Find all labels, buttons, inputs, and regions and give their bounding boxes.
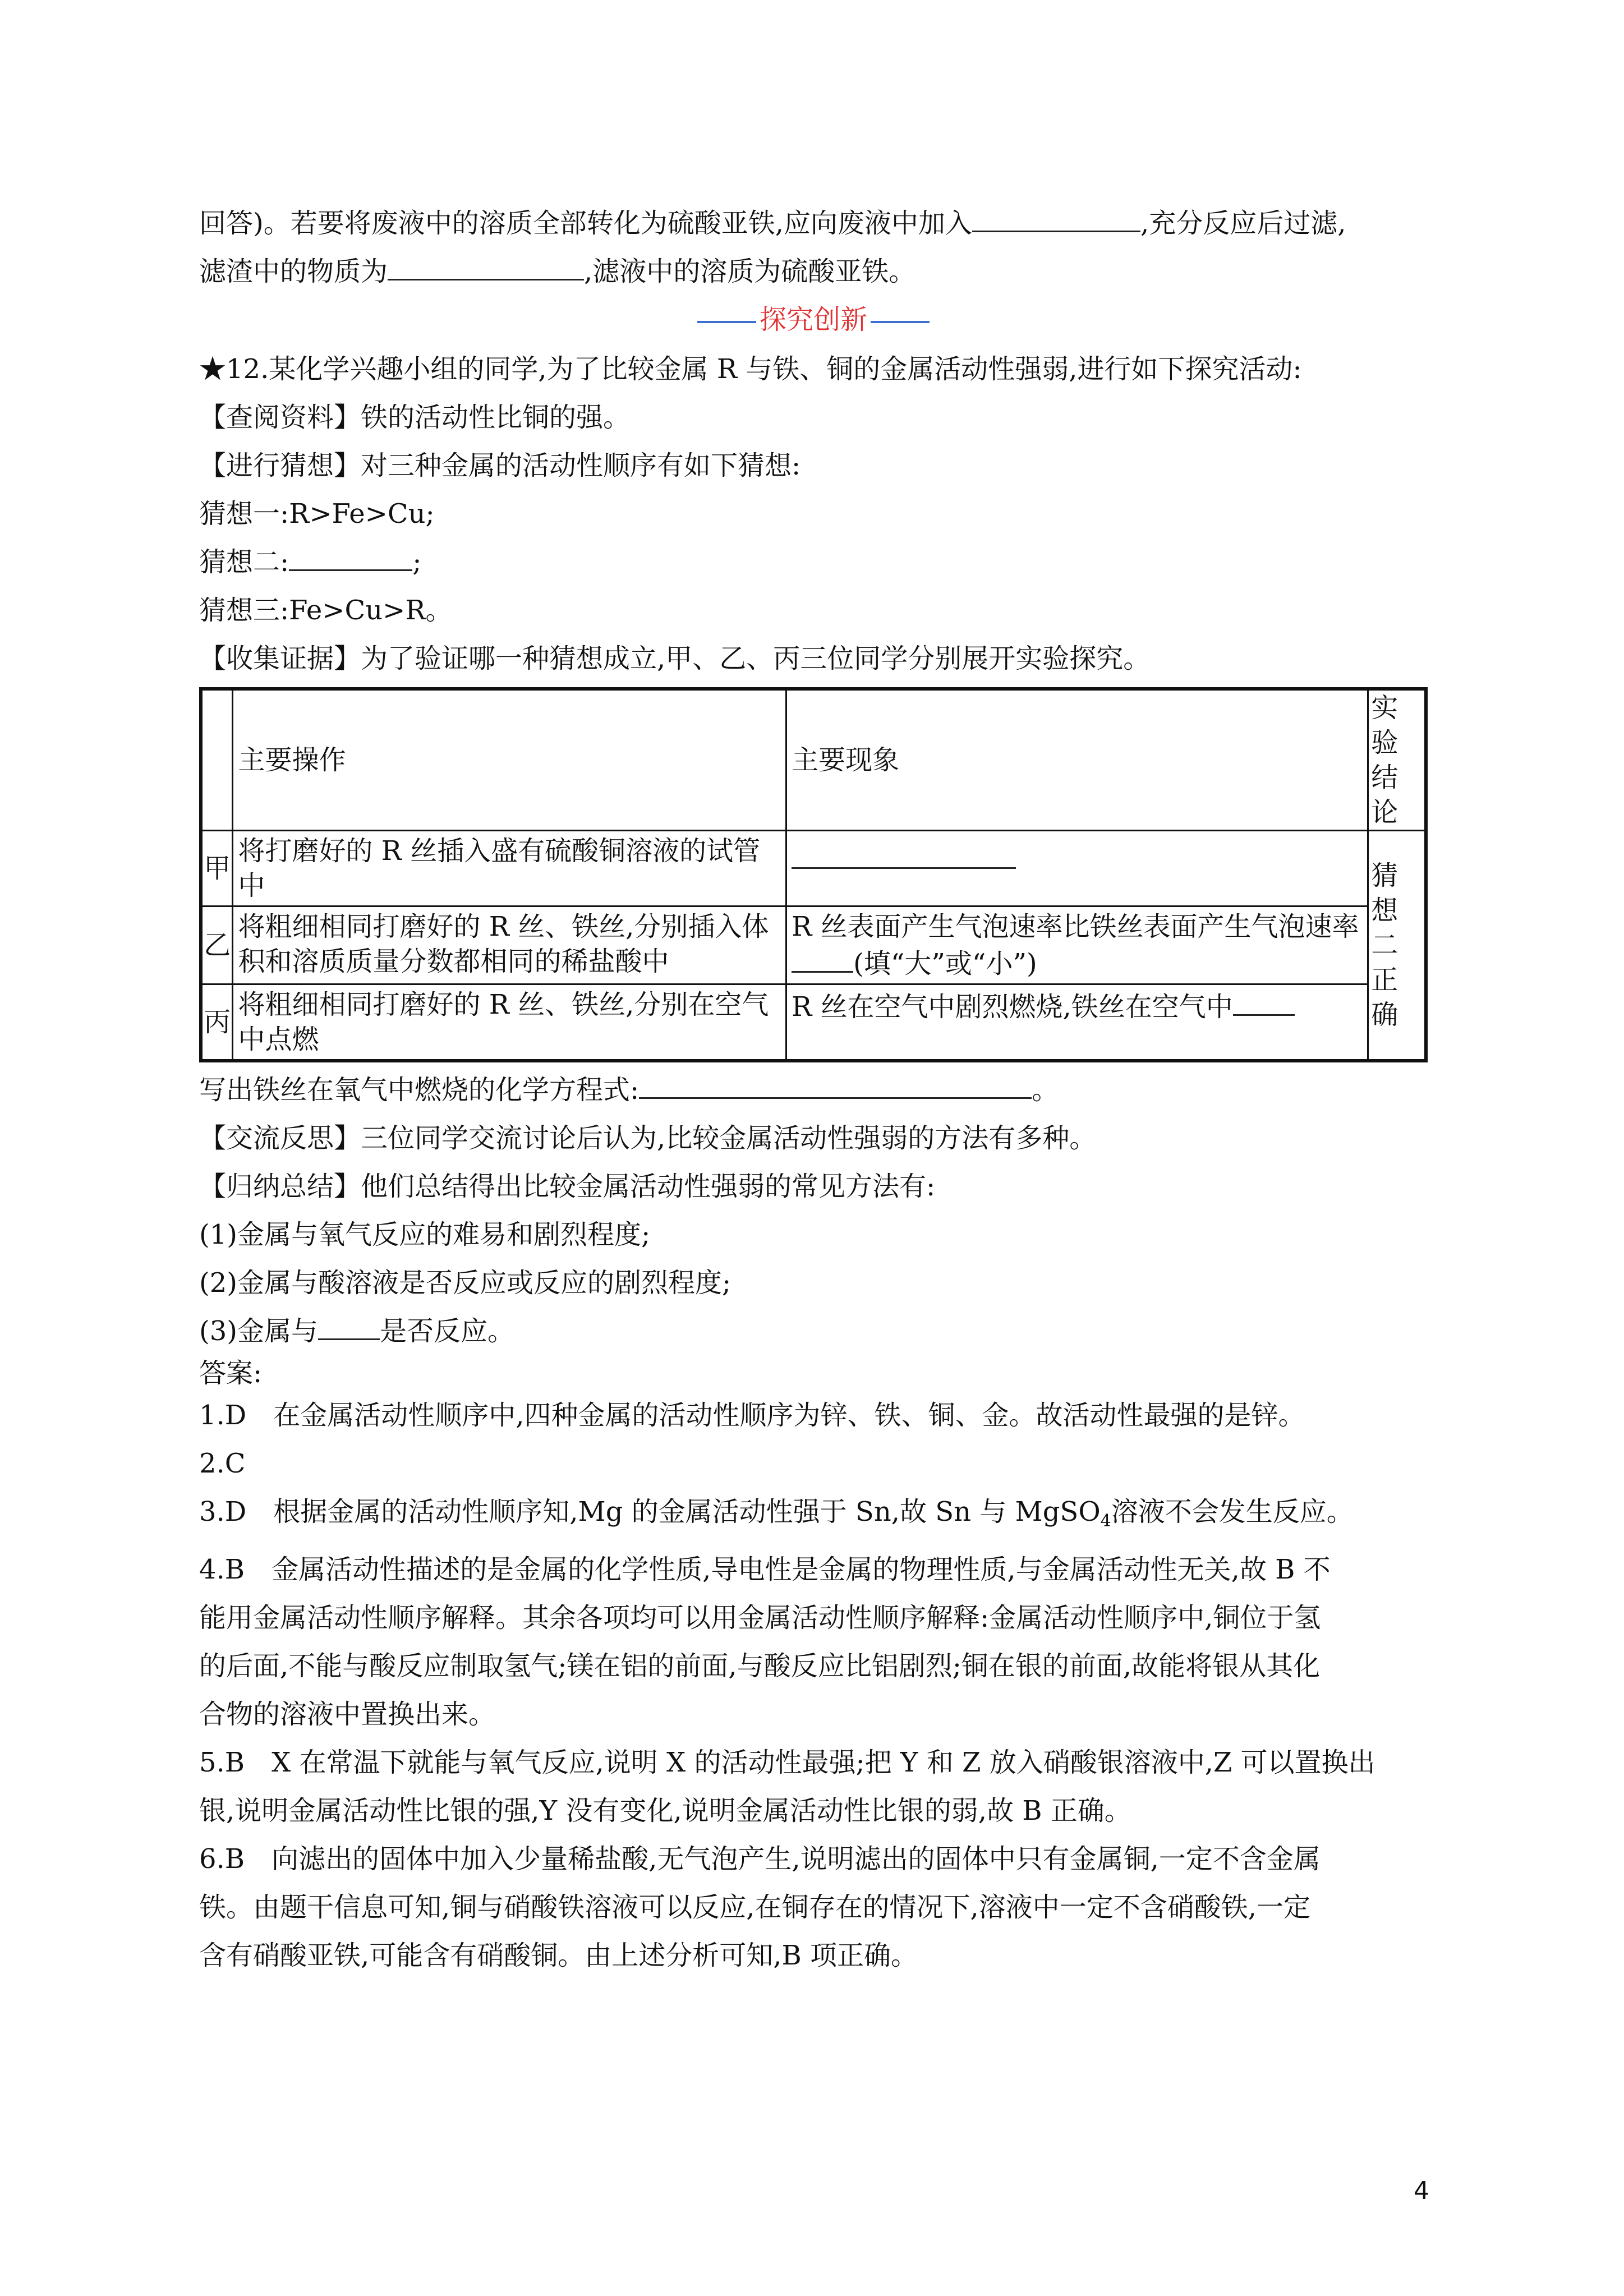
text-fragment: 滤渣中的物质为 — [199, 256, 388, 287]
table-header-cell: 主要现象 — [786, 689, 1368, 831]
answer-6-line: 铁。由题干信息可知,铜与硝酸铁溶液可以反应,在铜存在的情况下,溶液中一定不含硝酸铁,一定 — [199, 1892, 1311, 1923]
text-fragment: R 丝在空气中剧烈燃烧,铁丝在空气中 — [792, 991, 1233, 1023]
phenomenon-cell — [786, 831, 1368, 907]
row-label: 甲 — [201, 831, 233, 907]
heading-rule-right — [871, 321, 930, 323]
evidence-intro: 【收集证据】为了验证哪一种猜想成立,甲、乙、丙三位同学分别展开实验探究。 — [199, 643, 1151, 674]
text-fragment: ; — [412, 546, 422, 578]
answer-1: 1.D 在金属活动性顺序中,四种金属的活动性顺序为锌、铁、铜、金。故活动性最强的是锌。 — [199, 1400, 1305, 1431]
summary: 【归纳总结】他们总结得出比较金属活动性强弱的常见方法有: — [199, 1171, 936, 1202]
text-fragment: (填“大”或“小”) — [853, 948, 1037, 979]
text-fragment: 回答)。若要将废液中的溶质全部转化为硫酸亚铁,应向废液中加入 — [199, 208, 972, 239]
text-fragment: 3.D 根据金属的活动性顺序知,Mg 的金属活动性强于 Sn,故 Sn 与 MgSO — [199, 1496, 1101, 1527]
text-fragment: R 丝表面产生气泡速率比铁丝表面产生气泡速率 — [792, 911, 1359, 942]
fill-blank[interactable] — [792, 944, 853, 973]
guess-intro: 【进行猜想】对三种金属的活动性顺序有如下猜想: — [199, 450, 801, 481]
text-fragment: ,滤液中的溶质为硫酸亚铁。 — [584, 256, 916, 287]
text-fragment: (3)金属与 — [199, 1315, 318, 1347]
operation-cell: 将打磨好的 R 丝插入盛有硫酸铜溶液的试管中 — [233, 831, 786, 907]
table-header-row — [201, 689, 1426, 831]
table-row — [201, 984, 1426, 1061]
text-fragment: 溶液不会发生反应。 — [1111, 1496, 1354, 1527]
page-number: 4 — [1414, 2177, 1429, 2205]
guess-3: 猜想三:Fe>Cu>R。 — [199, 595, 453, 626]
table-header-cell: 主要操作 — [233, 689, 786, 831]
subscript: 4 — [1100, 1511, 1111, 1531]
fill-blank[interactable] — [388, 252, 584, 280]
fill-blank[interactable] — [639, 1070, 1032, 1099]
operation-cell: 将粗细相同打磨好的 R 丝、铁丝,分别在空气中点燃 — [233, 984, 786, 1061]
answer-3 — [199, 1488, 1428, 1545]
heading-rule-left — [697, 321, 756, 323]
text-fragment: ,充分反应后过滤, — [1140, 208, 1346, 239]
text-fragment: 是否反应。 — [380, 1315, 515, 1347]
text-line — [199, 199, 1346, 247]
fill-blank[interactable] — [972, 204, 1140, 232]
operation-cell: 将粗细相同打磨好的 R 丝、铁丝,分别插入体积和溶质质量分数都相同的稀盐酸中 — [233, 907, 786, 984]
row-label: 丙 — [201, 984, 233, 1061]
fill-blank[interactable] — [792, 839, 1016, 869]
text-line — [199, 247, 915, 296]
text-fragment: 。 — [1032, 1074, 1059, 1106]
answer-2: 2.C — [199, 1448, 246, 1479]
conclusion-cell: 猜想二正确 — [1368, 831, 1426, 1061]
fill-blank[interactable] — [318, 1312, 380, 1340]
fill-blank[interactable] — [289, 542, 412, 571]
answer-6-line: 含有硝酸亚铁,可能含有硝酸铜。由上述分析可知,B 项正确。 — [199, 1940, 918, 1971]
reflection: 【交流反思】三位同学交流讨论后认为,比较金属活动性强弱的方法有多种。 — [199, 1122, 1097, 1154]
answer-4-line: 能用金属活动性顺序解释。其余各项均可以用金属活动性顺序解释:金属活动性顺序中,铜位于氢 — [199, 1602, 1321, 1634]
method-3 — [199, 1307, 1428, 1355]
table-header-cell — [201, 689, 233, 831]
question-12 — [199, 345, 1428, 1980]
guess-1: 猜想一:R>Fe>Cu; — [199, 498, 435, 530]
document-page — [199, 0, 1428, 1971]
answer-4-line: 4.B 金属活动性描述的是金属的化学性质,导电性是金属的物理性质,与金属活动性无关,故 B 不 — [199, 1554, 1331, 1585]
section-heading — [199, 296, 1428, 344]
method-1: (1)金属与氧气反应的难易和剧烈程度; — [199, 1219, 651, 1250]
equation-line — [199, 1066, 1428, 1114]
guess-2 — [199, 538, 1428, 586]
table-row — [201, 907, 1426, 984]
answer-6-line: 6.B 向滤出的固体中加入少量稀盐酸,无气泡产生,说明滤出的固体中只有金属铜,一定不含金属 — [199, 1843, 1321, 1875]
phenomenon-cell — [786, 907, 1368, 984]
section-heading-title: 探究创新 — [759, 304, 867, 335]
experiment-table — [199, 687, 1428, 1062]
phenomenon-cell — [786, 984, 1368, 1061]
answer-4-line: 合物的溶液中置换出来。 — [199, 1699, 496, 1730]
row-label: 乙 — [201, 907, 233, 984]
answer-5-line: 银,说明金属活动性比银的强,Y 没有变化,说明金属活动性比银的弱,故 B 正确。 — [199, 1795, 1131, 1826]
answers-title: 答案: — [199, 1358, 263, 1389]
question-intro: ★12.某化学兴趣小组的同学,为了比较金属 R 与铁、铜的金属活动性强弱,进行如下探究活动: — [199, 353, 1302, 385]
method-2: (2)金属与酸溶液是否反应或反应的剧烈程度; — [199, 1267, 732, 1299]
text-fragment: 写出铁丝在氧气中燃烧的化学方程式: — [199, 1074, 640, 1106]
answer-5-line: 5.B X 在常温下就能与氧气反应,说明 X 的活动性最强;把 Y 和 Z 放入硝酸银溶液中,Z 可以置换出 — [199, 1747, 1375, 1778]
text-fragment: 猜想二: — [199, 546, 289, 578]
answer-4-line: 的后面,不能与酸反应制取氢气;镁在铝的前面,与酸反应比铝剧烈;铜在银的前面,故能将银从其化 — [199, 1650, 1321, 1682]
table-header-cell: 实验结论 — [1368, 689, 1426, 831]
fill-blank[interactable] — [1233, 987, 1295, 1016]
reference-note: 【查阅资料】铁的活动性比铜的强。 — [199, 402, 631, 433]
table-row — [201, 831, 1426, 907]
